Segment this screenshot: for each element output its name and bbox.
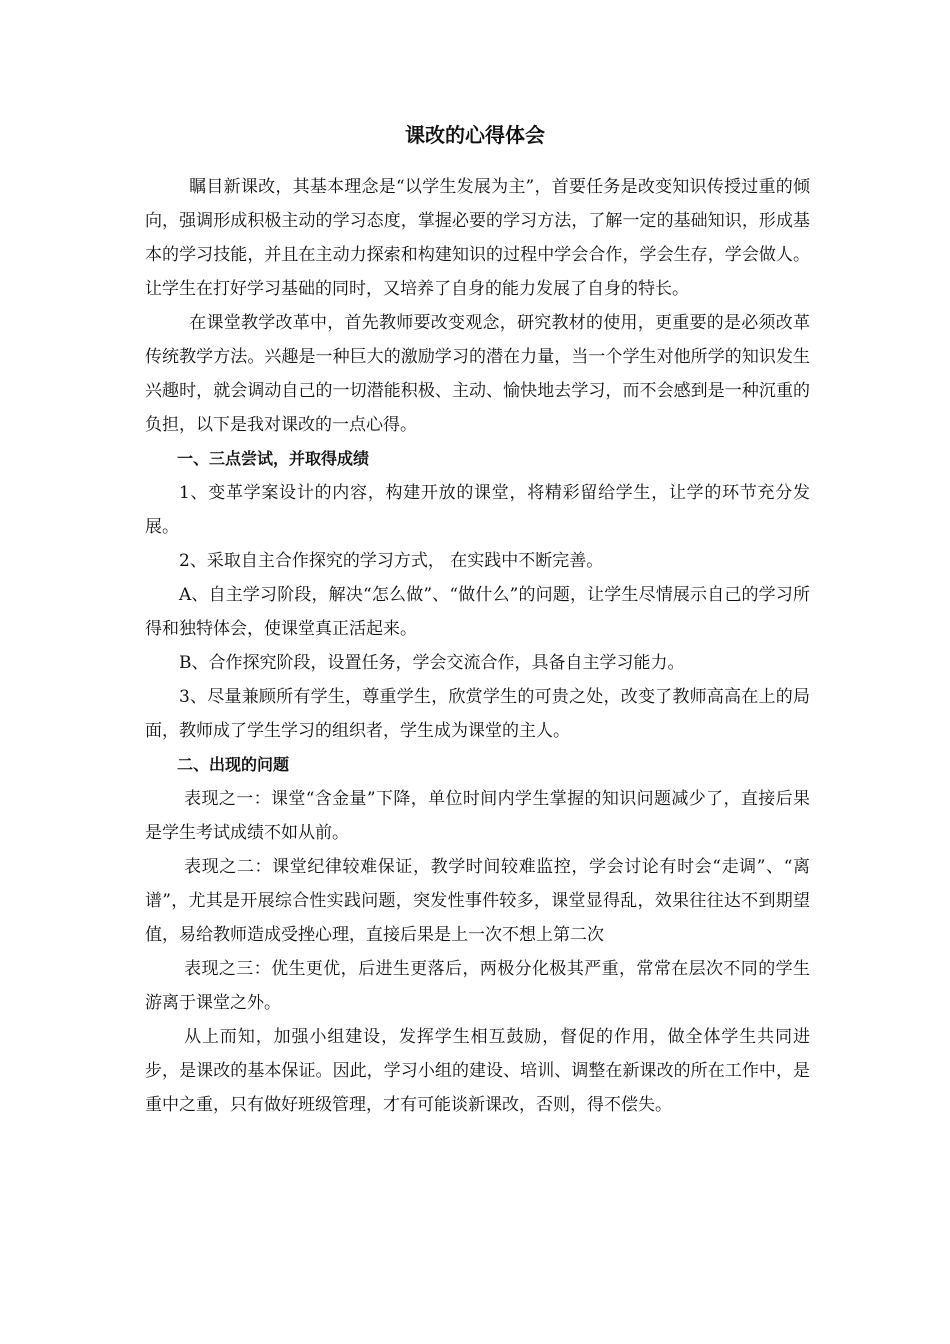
attempt-item: 3、尽量兼顾所有学生，尊重学生，欣赏学生的可贵之处，改变了教师高高在上的局面，教师成了学生学习的组织者，学生成为课堂的主人。 (145, 687, 810, 741)
intro-paragraph: 瞩目新课改，其基本理念是“以学生发展为主”，首要任务是改变知识传授过重的倾向，强调形成积极主动的学习态度，掌握必要的学习方法，了解一定的基础知识，形成基本的学习技能，并且在主动力探索和构建知识的过程中学会合作，学会生存，学会做人。让学生在打好学习基础的同时，又培养了自身的能力发展了自身的特长。 (145, 177, 810, 299)
document-title: 课改的心得体会 (405, 123, 545, 147)
section-heading-attempts: 一、三点尝试，并取得成绩 (177, 449, 370, 468)
attempt-item: B、合作探究阶段，设置任务，学会交流合作，具备自主学习能力。 (179, 653, 685, 673)
section-heading-problems: 二、出现的问题 (177, 755, 290, 774)
attempt-item: A、自主学习阶段，解决“怎么做”、“做什么”的问题，让学生尽情展示自己的学习所得和独特体会，使课堂真正活起来。 (145, 585, 810, 639)
problem-item: 表现之一：课堂“含金量”下降，单位时间内学生掌握的知识问题减少了，直接后果是学生考试成绩不如从前。 (145, 789, 810, 843)
problem-item: 表现之二：课堂纪律较难保证，教学时间较难监控，学会讨论有时会“走调”、“离谱”，尤其是开展综合性实践问题，突发性事件较多，课堂显得乱，效果往往达不到期望值，易给教师造成受挫心理，直接后果是上一次不想上第二次 (145, 857, 810, 945)
document-body (145, 170, 810, 1122)
attempt-item: 1、变革学案设计的内容，构建开放的课堂，将精彩留给学生，让学的环节充分发展。 (145, 483, 810, 537)
reform-paragraph: 在课堂教学改革中，首先教师要改变观念，研究教材的使用，更重要的是必须改革传统教学方法。兴趣是一种巨大的激励学习的潜在力量，当一个学生对他所学的知识发生兴趣时，就会调动自己的一切潜能积极、主动、愉快地去学习，而不会感到是一种沉重的负担，以下是我对课改的一点心得。 (145, 313, 810, 435)
conclusion-paragraph: 从上而知，加强小组建设，发挥学生相互鼓励，督促的作用，做全体学生共同进步，是课改的基本保证。因此，学习小组的建设、培训、调整在新课改的所在工作中，是重中之重，只有做好班级管理，才有可能谈新课改，否则，得不偿失。 (145, 1027, 810, 1115)
problem-item: 表现之三：优生更优，后进生更落后，两极分化极其严重，常常在层次不同的学生游离于课堂之外。 (145, 959, 810, 1013)
attempt-item: 2、采取自主合作探究的学习方式， 在实践中不断完善。 (179, 551, 604, 571)
